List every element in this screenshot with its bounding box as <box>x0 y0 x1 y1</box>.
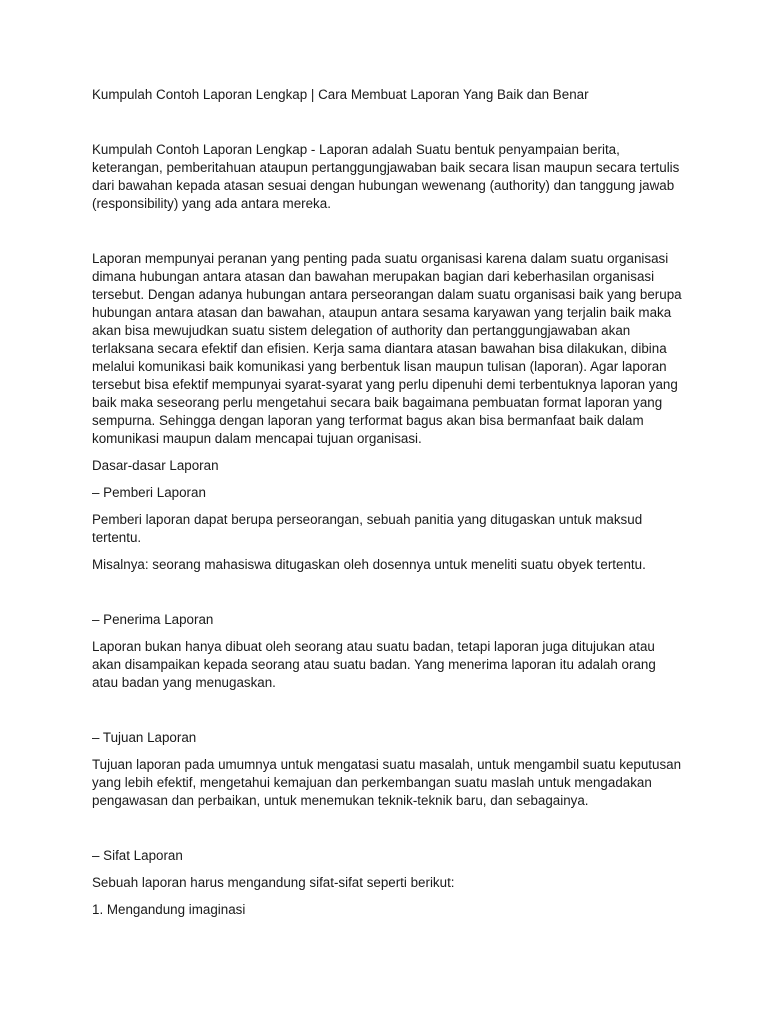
list-item-sifat-1: 1. Mengandung imaginasi <box>92 902 246 917</box>
paragraph-pemberi-example: Misalnya: seorang mahasiswa ditugaskan oleh dosennya untuk meneliti suatu obyek tertentu. <box>92 557 646 572</box>
paragraph-penerima: Laporan bukan hanya dibuat oleh seorang atau suatu badan, tetapi laporan juga ditujukan atau akan disampaikan kepada seorang atau suatu badan. Yang menerima laporan itu adalah orang atau badan yang menugaskan. <box>92 639 656 690</box>
paragraph-pemberi: Pemberi laporan dapat berupa perseorangan, sebuah panitia yang ditugaskan untuk maksud tertentu. <box>92 512 643 545</box>
heading-pemberi-laporan: – Pemberi Laporan <box>92 485 206 500</box>
heading-sifat-laporan: – Sifat Laporan <box>92 848 183 863</box>
heading-penerima-laporan: – Penerima Laporan <box>92 612 214 627</box>
paragraph-peranan: Laporan mempunyai peranan yang penting pada suatu organisasi karena dalam suatu organisasi dimana hubungan antara atasan dan bawahan merupakan bagian dari keberhasilan organisasi tersebut. Dengan adanya hubungan antara perseorangan dalam suatu organisasi baik yang berupa hubungan antara atasan dan bawahan, ataupun antara sesama karyawan yang terjalin baik maka akan bisa mewujudkan suatu sistem delegation of authority dan pertanggungjawaban akan terlaksana secara efektif dan efisien. Kerja sama diantara atasan bawahan bisa dilakukan, dibina melalui komunikasi baik komunikasi yang berbentuk lisan maupun tulisan (laporan). Agar laporan tersebut bisa efektif mempunyai syarat-syarat yang perlu dipenuhi demi terbentuknya laporan yang baik maka seseorang perlu mengetahui secara baik bagaimana pembuatan format laporan yang sempurna. Sehingga dengan laporan yang terformat bagus akan bisa bermanfaat baik dalam komunikasi maupun dalam mencapai tujuan organisasi. <box>92 251 682 446</box>
paragraph-sifat: Sebuah laporan harus mengandung sifat-sifat seperti berikut: <box>92 875 455 890</box>
paragraph-tujuan: Tujuan laporan pada umumnya untuk mengatasi suatu masalah, untuk mengambil suatu keputusan yang lebih efektif, mengetahui kemajuan dan perkembangan suatu maslah untuk mengadakan pengawasan dan perbaikan, untuk menemukan teknik-teknik baru, dan sebagainya. <box>92 757 682 808</box>
heading-dasar-laporan: Dasar-dasar Laporan <box>92 458 219 473</box>
document-title: Kumpulah Contoh Laporan Lengkap | Cara Membuat Laporan Yang Baik dan Benar <box>92 87 589 102</box>
document-body <box>92 86 682 919</box>
intro-paragraph: Kumpulah Contoh Laporan Lengkap - Laporan adalah Suatu bentuk penyampaian berita, keterangan, pemberitahuan ataupun pertanggungjawaban baik secara lisan maupun secara tertulis dari bawahan kepada atasan sesuai dengan hubungan wewenang (authority) dan tanggung jawab (responsibility) yang ada antara mereka. <box>92 142 680 211</box>
heading-tujuan-laporan: – Tujuan Laporan <box>92 730 197 745</box>
